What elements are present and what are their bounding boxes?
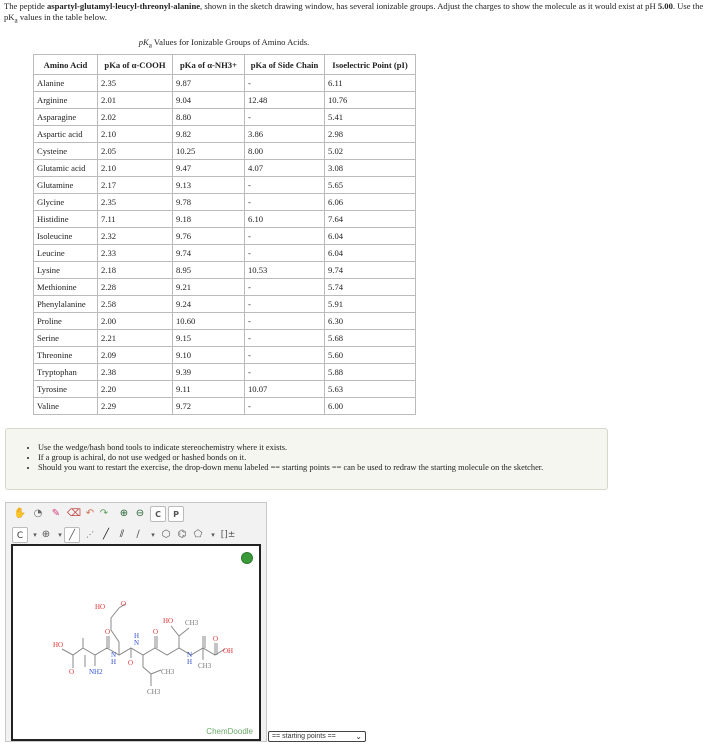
table-cell: 2.02	[98, 109, 173, 126]
atom-label: O	[128, 659, 134, 667]
table-cell: 6.11	[325, 75, 416, 92]
table-cell: 6.10	[245, 211, 325, 228]
table-cell: 10.53	[245, 262, 325, 279]
table-row	[34, 398, 416, 415]
table-cell: 6.30	[325, 313, 416, 330]
table-cell: Asparagine	[34, 109, 98, 126]
table-cell: 9.87	[173, 75, 245, 92]
table-cell: 2.20	[98, 381, 173, 398]
table-cell: 9.76	[173, 228, 245, 245]
table-cell: -	[245, 313, 325, 330]
table-cell: 9.04	[173, 92, 245, 109]
drawing-canvas[interactable]	[11, 544, 261, 741]
table-cell: -	[245, 177, 325, 194]
table-cell: 12.48	[245, 92, 325, 109]
chevron-down-icon[interactable]: ▾	[151, 531, 155, 539]
table-row	[34, 313, 416, 330]
table-cell: -	[245, 75, 325, 92]
instruction-item: • Should you want to restart the exercise, the drop-down menu labeled == starting points == can be used to redraw the starting molecule on the sketcher.	[38, 463, 597, 473]
table-cell: 8.80	[173, 109, 245, 126]
table-cell: 2.10	[98, 160, 173, 177]
table-cell: 2.29	[98, 398, 173, 415]
chemdoodle-brand: ChemDoodle	[206, 727, 253, 736]
table-cell: 2.21	[98, 330, 173, 347]
chevron-down-icon[interactable]: ▾	[33, 531, 37, 539]
table-caption: $pK_a$ Values for Ionizable Groups of Amino Acids.	[138, 37, 310, 50]
table-cell: Serine	[34, 330, 98, 347]
atom-label: O	[153, 628, 159, 636]
atom-label: CH3	[161, 668, 175, 676]
table-cell: 9.21	[173, 279, 245, 296]
table-row	[34, 92, 416, 109]
table-cell: 5.74	[325, 279, 416, 296]
table-cell: 9.18	[173, 211, 245, 228]
table-row	[34, 330, 416, 347]
table-cell: 4.07	[245, 160, 325, 177]
table-cell: -	[245, 330, 325, 347]
bracket-charge-icon[interactable]: []±	[220, 530, 236, 540]
table-row	[34, 194, 416, 211]
table-cell: 2.35	[98, 194, 173, 211]
table-cell: 2.32	[98, 228, 173, 245]
table-row	[34, 75, 416, 92]
atom-label: H	[134, 632, 140, 640]
table-cell: 9.15	[173, 330, 245, 347]
table-cell: Valine	[34, 398, 98, 415]
atom-label: H	[187, 658, 193, 666]
table-row	[34, 126, 416, 143]
double-bond-icon[interactable]: ⫽	[119, 529, 125, 540]
sketcher-toolbar-top	[6, 504, 266, 524]
col-header: pKa of Side Chain	[245, 55, 325, 75]
table-cell: Threonine	[34, 347, 98, 364]
table-cell: 2.35	[98, 75, 173, 92]
table-cell: Glycine	[34, 194, 98, 211]
table-cell: 5.60	[325, 347, 416, 364]
table-cell: 9.74	[173, 245, 245, 262]
lasso-icon[interactable]: ◔	[33, 508, 43, 519]
table-cell: 9.24	[173, 296, 245, 313]
table-row	[34, 364, 416, 381]
peptide-structure	[13, 546, 259, 739]
table-cell: -	[245, 347, 325, 364]
table-cell: 2.28	[98, 279, 173, 296]
ph-value: 5.00	[657, 1, 673, 11]
starting-points-select[interactable]	[268, 731, 366, 742]
table-cell: 5.63	[325, 381, 416, 398]
atom-label: O	[105, 628, 111, 636]
table-cell: 10.25	[173, 143, 245, 160]
clear-icon[interactable]: ⌫	[66, 508, 82, 519]
table-row	[34, 262, 416, 279]
table-cell: 5.41	[325, 109, 416, 126]
atom-label: OH	[223, 647, 234, 655]
atom-label: HO	[53, 641, 64, 649]
table-row	[34, 381, 416, 398]
table-cell: Cysteine	[34, 143, 98, 160]
atom-label: HO	[95, 603, 106, 611]
atom-label: NH2	[89, 668, 103, 676]
pka-table	[33, 54, 416, 415]
col-header: Amino Acid	[34, 55, 98, 75]
table-cell: Tryptophan	[34, 364, 98, 381]
table-cell: 2.58	[98, 296, 173, 313]
charge-plus-icon[interactable]: ⊕	[41, 529, 51, 540]
table-cell: 2.18	[98, 262, 173, 279]
table-cell: -	[245, 228, 325, 245]
chevron-down-icon[interactable]: ▾	[211, 531, 215, 539]
table-cell: 7.64	[325, 211, 416, 228]
element-selector[interactable]: C	[12, 527, 28, 543]
table-cell: 6.04	[325, 245, 416, 262]
atom-label: CH3	[147, 688, 161, 696]
atom-label: O	[213, 635, 219, 643]
question-text: The peptide aspartyl-glutamyl-leucyl-threonyl-alanine, shown in the sketch drawing window, has several ionizable groups. Adjust the charges to show the molecule as it would exist at pH 5.00. Use the $pK_a$ values in the table below.	[4, 1, 704, 25]
chevron-down-icon: ⌄	[355, 732, 362, 741]
table-cell: -	[245, 194, 325, 211]
table-cell: 2.38	[98, 364, 173, 381]
table-row	[34, 296, 416, 313]
table-cell: -	[245, 364, 325, 381]
redo-icon[interactable]: ↷	[99, 508, 109, 519]
table-cell: 9.39	[173, 364, 245, 381]
col-header: pKa of α-COOH	[98, 55, 173, 75]
col-header: Isoelectric Point (pI)	[325, 55, 416, 75]
table-cell: 9.72	[173, 398, 245, 415]
atom-label: O	[121, 600, 127, 608]
table-cell: 9.74	[325, 262, 416, 279]
table-row	[34, 109, 416, 126]
table-cell: 2.00	[98, 313, 173, 330]
instructions-box	[5, 428, 608, 490]
table-cell: 3.86	[245, 126, 325, 143]
table-cell: Alanine	[34, 75, 98, 92]
table-cell: 5.02	[325, 143, 416, 160]
table-cell: 5.91	[325, 296, 416, 313]
table-cell: 9.13	[173, 177, 245, 194]
hash-bond-icon[interactable]: ⋰	[86, 530, 94, 539]
ring-aromatic-icon[interactable]: ⌬	[177, 529, 187, 540]
table-cell: Proline	[34, 313, 98, 330]
chevron-down-icon[interactable]: ▾	[58, 531, 62, 539]
table-cell: -	[245, 245, 325, 262]
instruction-item: • If a group is achiral, do not use wedged or hashed bonds on it.	[38, 453, 597, 463]
table-cell: 9.10	[173, 347, 245, 364]
table-cell: Phenylalanine	[34, 296, 98, 313]
table-cell: 8.95	[173, 262, 245, 279]
table-cell: Leucine	[34, 245, 98, 262]
table-cell: Glutamine	[34, 177, 98, 194]
table-cell: 5.65	[325, 177, 416, 194]
zoom-out-icon[interactable]: ⊖	[135, 508, 145, 519]
instruction-item: • Use the wedge/hash bond tools to indicate stereochemistry where it exists.	[38, 443, 597, 453]
col-header: pKa of α-NH3+	[173, 55, 245, 75]
table-cell: Glutamic acid	[34, 160, 98, 177]
table-cell: 9.47	[173, 160, 245, 177]
zoom-in-icon[interactable]: ⊕	[119, 508, 129, 519]
table-cell: Isoleucine	[34, 228, 98, 245]
table-cell: -	[245, 296, 325, 313]
wedge-bond-icon[interactable]: ╱	[102, 529, 110, 540]
table-row	[34, 160, 416, 177]
table-cell: 5.68	[325, 330, 416, 347]
hand-icon[interactable]: ✋	[13, 508, 27, 519]
table-row	[34, 228, 416, 245]
atom-label: H	[111, 658, 117, 666]
table-cell: 2.17	[98, 177, 173, 194]
chemdoodle-sketcher	[5, 502, 267, 742]
paste-icon[interactable]: P	[168, 506, 184, 522]
atom-label: N	[187, 651, 193, 659]
table-cell: -	[245, 109, 325, 126]
table-cell: Arginine	[34, 92, 98, 109]
table-row	[34, 177, 416, 194]
table-cell: 10.76	[325, 92, 416, 109]
table-row	[34, 245, 416, 262]
bond-other-icon[interactable]: ∕	[136, 529, 140, 540]
table-cell: -	[245, 398, 325, 415]
table-cell: Tyrosine	[34, 381, 98, 398]
atom-label: O	[69, 668, 75, 676]
table-cell: 5.88	[325, 364, 416, 381]
table-cell: 6.04	[325, 228, 416, 245]
table-cell: -	[245, 279, 325, 296]
atom-label: N	[111, 651, 117, 659]
table-cell: 9.78	[173, 194, 245, 211]
table-cell: 2.98	[325, 126, 416, 143]
peptide-name: aspartyl-glutamyl-leucyl-threonyl-alanine	[46, 1, 201, 11]
table-cell: 9.11	[173, 381, 245, 398]
table-row	[34, 211, 416, 228]
table-cell: Aspartic acid	[34, 126, 98, 143]
undo-icon[interactable]: ↶	[85, 508, 95, 519]
atom-label: CH3	[198, 662, 212, 670]
table-cell: 2.33	[98, 245, 173, 262]
table-header-row	[34, 55, 416, 75]
table-row	[34, 347, 416, 364]
table-cell: Lysine	[34, 262, 98, 279]
table-cell: 9.82	[173, 126, 245, 143]
table-cell: 2.05	[98, 143, 173, 160]
table-row	[34, 143, 416, 160]
eraser-icon[interactable]: ✎	[51, 508, 61, 519]
atom-label: HO	[163, 617, 174, 625]
starting-points-label: == starting points ==	[272, 733, 336, 740]
ring-pentagon-icon[interactable]: ⬠	[193, 529, 203, 540]
table-cell: 3.08	[325, 160, 416, 177]
table-cell: 10.07	[245, 381, 325, 398]
table-cell: 2.10	[98, 126, 173, 143]
table-cell: 2.09	[98, 347, 173, 364]
table-cell: 6.00	[325, 398, 416, 415]
atom-label: CH3	[185, 619, 199, 627]
sketcher-toolbar-bottom	[6, 525, 266, 545]
table-cell: 8.00	[245, 143, 325, 160]
atom-label: N	[134, 639, 140, 647]
table-cell: Methionine	[34, 279, 98, 296]
table-cell: 6.06	[325, 194, 416, 211]
table-cell: 2.01	[98, 92, 173, 109]
table-cell: 10.60	[173, 313, 245, 330]
ring-hexagon-icon[interactable]: ⬡	[161, 529, 171, 540]
copy-icon[interactable]: C	[150, 506, 166, 522]
table-cell: 7.11	[98, 211, 173, 228]
single-bond-icon[interactable]: ╱	[64, 527, 80, 543]
table-cell: Histidine	[34, 211, 98, 228]
table-row	[34, 279, 416, 296]
